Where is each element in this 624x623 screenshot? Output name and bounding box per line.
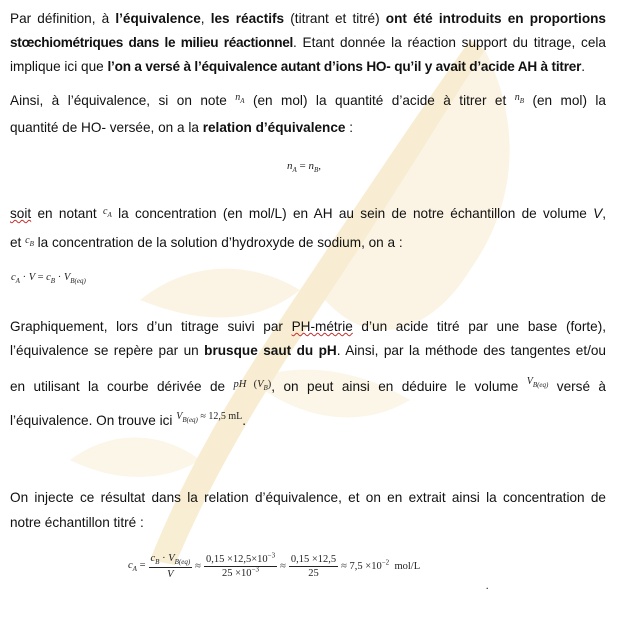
- paragraph-graph-line2: l’équivalence se repère par un brusque saut du pH. Ainsi, par la méthode des tangentes et/ou: [10, 343, 606, 358]
- math-cA: cA: [103, 206, 112, 219]
- math-nB: nB: [514, 92, 524, 105]
- fraction-symbolic: $\frac{c_B \cdot V_{B(eq)}}{V}$: [150, 553, 191, 581]
- equation-concentration: $c_A \cdot V = c_B \cdot V_{B(eq)}$: [11, 272, 86, 286]
- paragraph-definition-line1: Par définition, à l’équivalence, les réactifs (titrant et titré) ont été introduits en proportions: [10, 11, 606, 26]
- paragraph-injection-line2: notre échantillon titré :: [10, 515, 144, 530]
- fraction-numeric-2: $\frac{0,15 \times 12,5}{25}$: [290, 554, 337, 580]
- math-VBeq-value: VB(eq) ≈ 12,5 mL: [176, 411, 243, 424]
- paragraph-notation-line2: quantité de HO- versée, on a la relation d’équivalence :: [10, 120, 354, 135]
- fraction-numeric-1: $\frac{0,15 \times 12,5\times 10^{-3}}{25 \times 10^{-3}}$: [205, 551, 276, 580]
- paragraph-graph-line1: Graphiquement, lors d’un titrage suivi par PH-métrie d’un acide titré par une base (forte),: [10, 319, 606, 334]
- paragraph-concentration-line2: et $^{c_B}$ la concentration de la solution d’hydroxyde de sodium, on a :: [10, 235, 403, 250]
- paragraph-definition-line2: stœchiométriques dans le milieu réactionnel. Etant donnée la réaction support du titrage, cela: [10, 35, 606, 50]
- math-nA: nA: [235, 92, 245, 105]
- math-cB: cB: [25, 235, 34, 248]
- paragraph-graph-line3: en utilisant la courbe dérivée de $^{pH (V_B)}$, on peut ainsi en déduire le volume $^{V_{B(eq)}}$ versé à: [10, 376, 606, 394]
- equation-result-dot: .: [486, 578, 489, 592]
- paragraph-notation-line1: Ainsi, à l’équivalence, si on note $^{n_A}$ (en mol) la quantité d’acide à titrer et $^{n_B}$ (en mol) la: [10, 92, 606, 108]
- math-pH-VB: pH (VB): [233, 379, 272, 393]
- math-VBeq: VB(eq): [526, 376, 549, 389]
- paragraph-graph-line4: l’équivalence. On trouve ici $^{V_{B(eq)} \approx 12,5 mL}$.: [10, 411, 247, 428]
- paragraph-injection-line1: On injecte ce résultat dans la relation d’équivalence, et on en extrait ainsi la concentration de: [10, 490, 606, 505]
- paragraph-definition-line3: implique ici que l’on a versé à l’équivalence autant d’ions HO- qu’il y avait d’acide AH à titrer.: [10, 59, 586, 74]
- paragraph-concentration-line1: soit en notant $^{c_A}$ la concentration (en mol/L) en AH au sein de notre échantillon de volume V,: [10, 206, 607, 221]
- equation-equivalence: $n_A = n_B$,: [287, 160, 322, 175]
- equation-result: $c_A$ = $\frac{c_B \cdot V_{B(eq)}}{V}$ ≈ $\frac{0,15 \times 12,5\times 10^{-3}}{25 \times 10^{-3}}$ ≈ $\frac{0,15 \times 12,5}{25}$ ≈ $7,5 \times 10^{-2}$ mol/L: [128, 551, 421, 581]
